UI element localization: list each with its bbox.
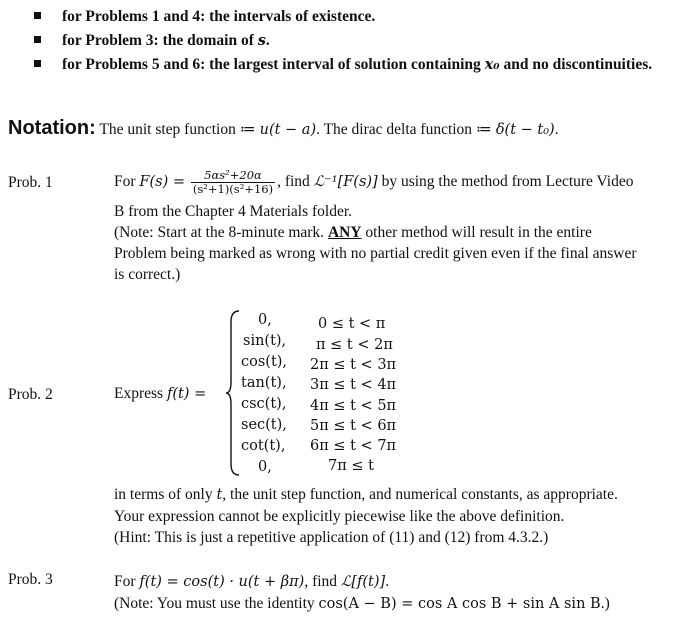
case-value: sin(t), bbox=[243, 333, 287, 349]
case-condition: 3π ≤ t < 4π bbox=[310, 377, 397, 393]
case-value: tan(t), bbox=[241, 375, 287, 391]
case-condition: 6π ≤ t < 7π bbox=[310, 438, 397, 454]
notation-line: Notation: The unit step function ≔ u(t − a). The dirac delta function ≔ δ(t − t₀). bbox=[8, 117, 559, 139]
prob1-label: Prob. 1 bbox=[8, 174, 53, 191]
case-value: 0, bbox=[258, 312, 272, 328]
case-condition: 4π ≤ t < 5π bbox=[310, 398, 397, 414]
piecewise-brace bbox=[226, 310, 240, 476]
prob1-line1: For F(s) = $\frac{\text{5αs²+20α}}{\text{(s²+1)(s²+16)}}$ , find ℒ⁻¹[F(s)] by using the method from Lecture Video bbox=[114, 167, 634, 196]
bullet-text: for Problem 3: the domain of s. bbox=[62, 32, 270, 49]
prob3-function-math: f(t) = cos(t) · u(t + βπ) bbox=[139, 574, 305, 590]
case-condition: 2π ≤ t < 3π bbox=[310, 357, 397, 373]
dirac-delta-math: δ(t − t₀) bbox=[495, 122, 555, 138]
case-condition: 0 ≤ t < π bbox=[318, 316, 386, 332]
inverse-laplace-math: ℒ⁻¹[F(s)] bbox=[313, 174, 378, 190]
prob3-label: Prob. 3 bbox=[8, 571, 53, 588]
prob3-body: For f(t) = cos(t) · u(t + βπ), find ℒ[f(t)]. (Note: You must use the identity cos(A − B) = cos A cos B + sin A sin B.) bbox=[114, 573, 610, 612]
bullet-text: for Problems 1 and 4: the intervals of existence. bbox=[62, 8, 376, 25]
case-value: cot(t), bbox=[241, 438, 286, 454]
prob2-instructions: in terms of only t, the unit step function, and numerical constants, as appropriate. Your expression cannot be explicitly piecewise like the above definition. (Hint: This is just a repetitive application of (11) and (12) from 4.3.2.) bbox=[114, 486, 618, 546]
step-function-math: u(t − a) bbox=[259, 122, 317, 138]
case-value: csc(t), bbox=[241, 396, 287, 412]
bullet-text: for Problems 5 and 6: the largest interval of solution containing x₀ and no discontinuities. bbox=[62, 56, 653, 73]
trig-identity-math: cos(A − B) = cos A cos B + sin A sin B bbox=[318, 596, 601, 612]
prob2-label: Prob. 2 bbox=[8, 386, 53, 403]
case-value: 0, bbox=[258, 459, 272, 475]
prob2-express: Express f(t) = bbox=[114, 385, 207, 402]
prob1-body: For F(s) = $\frac{\text{5αs²+20α}}{\text{(s²+1)(s²+16)}}$ , find ℒ⁻¹[F(s)] by using the method from Lecture Video B from the Chapter 4 Materials folder. (Note: Start at the 8-minute mark. ANY other method will result in the entire Problem being marked as wrong with no partial credit given even if the final answer is correct.) bbox=[114, 163, 689, 285]
laplace-math: ℒ[f(t)] bbox=[340, 574, 386, 590]
bullet-marker bbox=[34, 60, 41, 67]
case-condition: π ≤ t < 2π bbox=[316, 337, 393, 353]
case-value: cos(t), bbox=[241, 354, 288, 370]
notation-heading: Notation: bbox=[8, 117, 96, 139]
case-condition: 5π ≤ t < 6π bbox=[310, 418, 397, 434]
any-emphasis: ANY bbox=[327, 224, 362, 241]
prob1-fraction: $\frac{\text{5αs²+20α}}{\text{(s²+1)(s²+16)}}$ bbox=[192, 167, 274, 196]
case-value: sec(t), bbox=[241, 417, 287, 433]
case-condition: 7π ≤ t bbox=[328, 458, 374, 474]
bullet-marker bbox=[34, 36, 41, 43]
bullet-marker bbox=[34, 12, 41, 19]
